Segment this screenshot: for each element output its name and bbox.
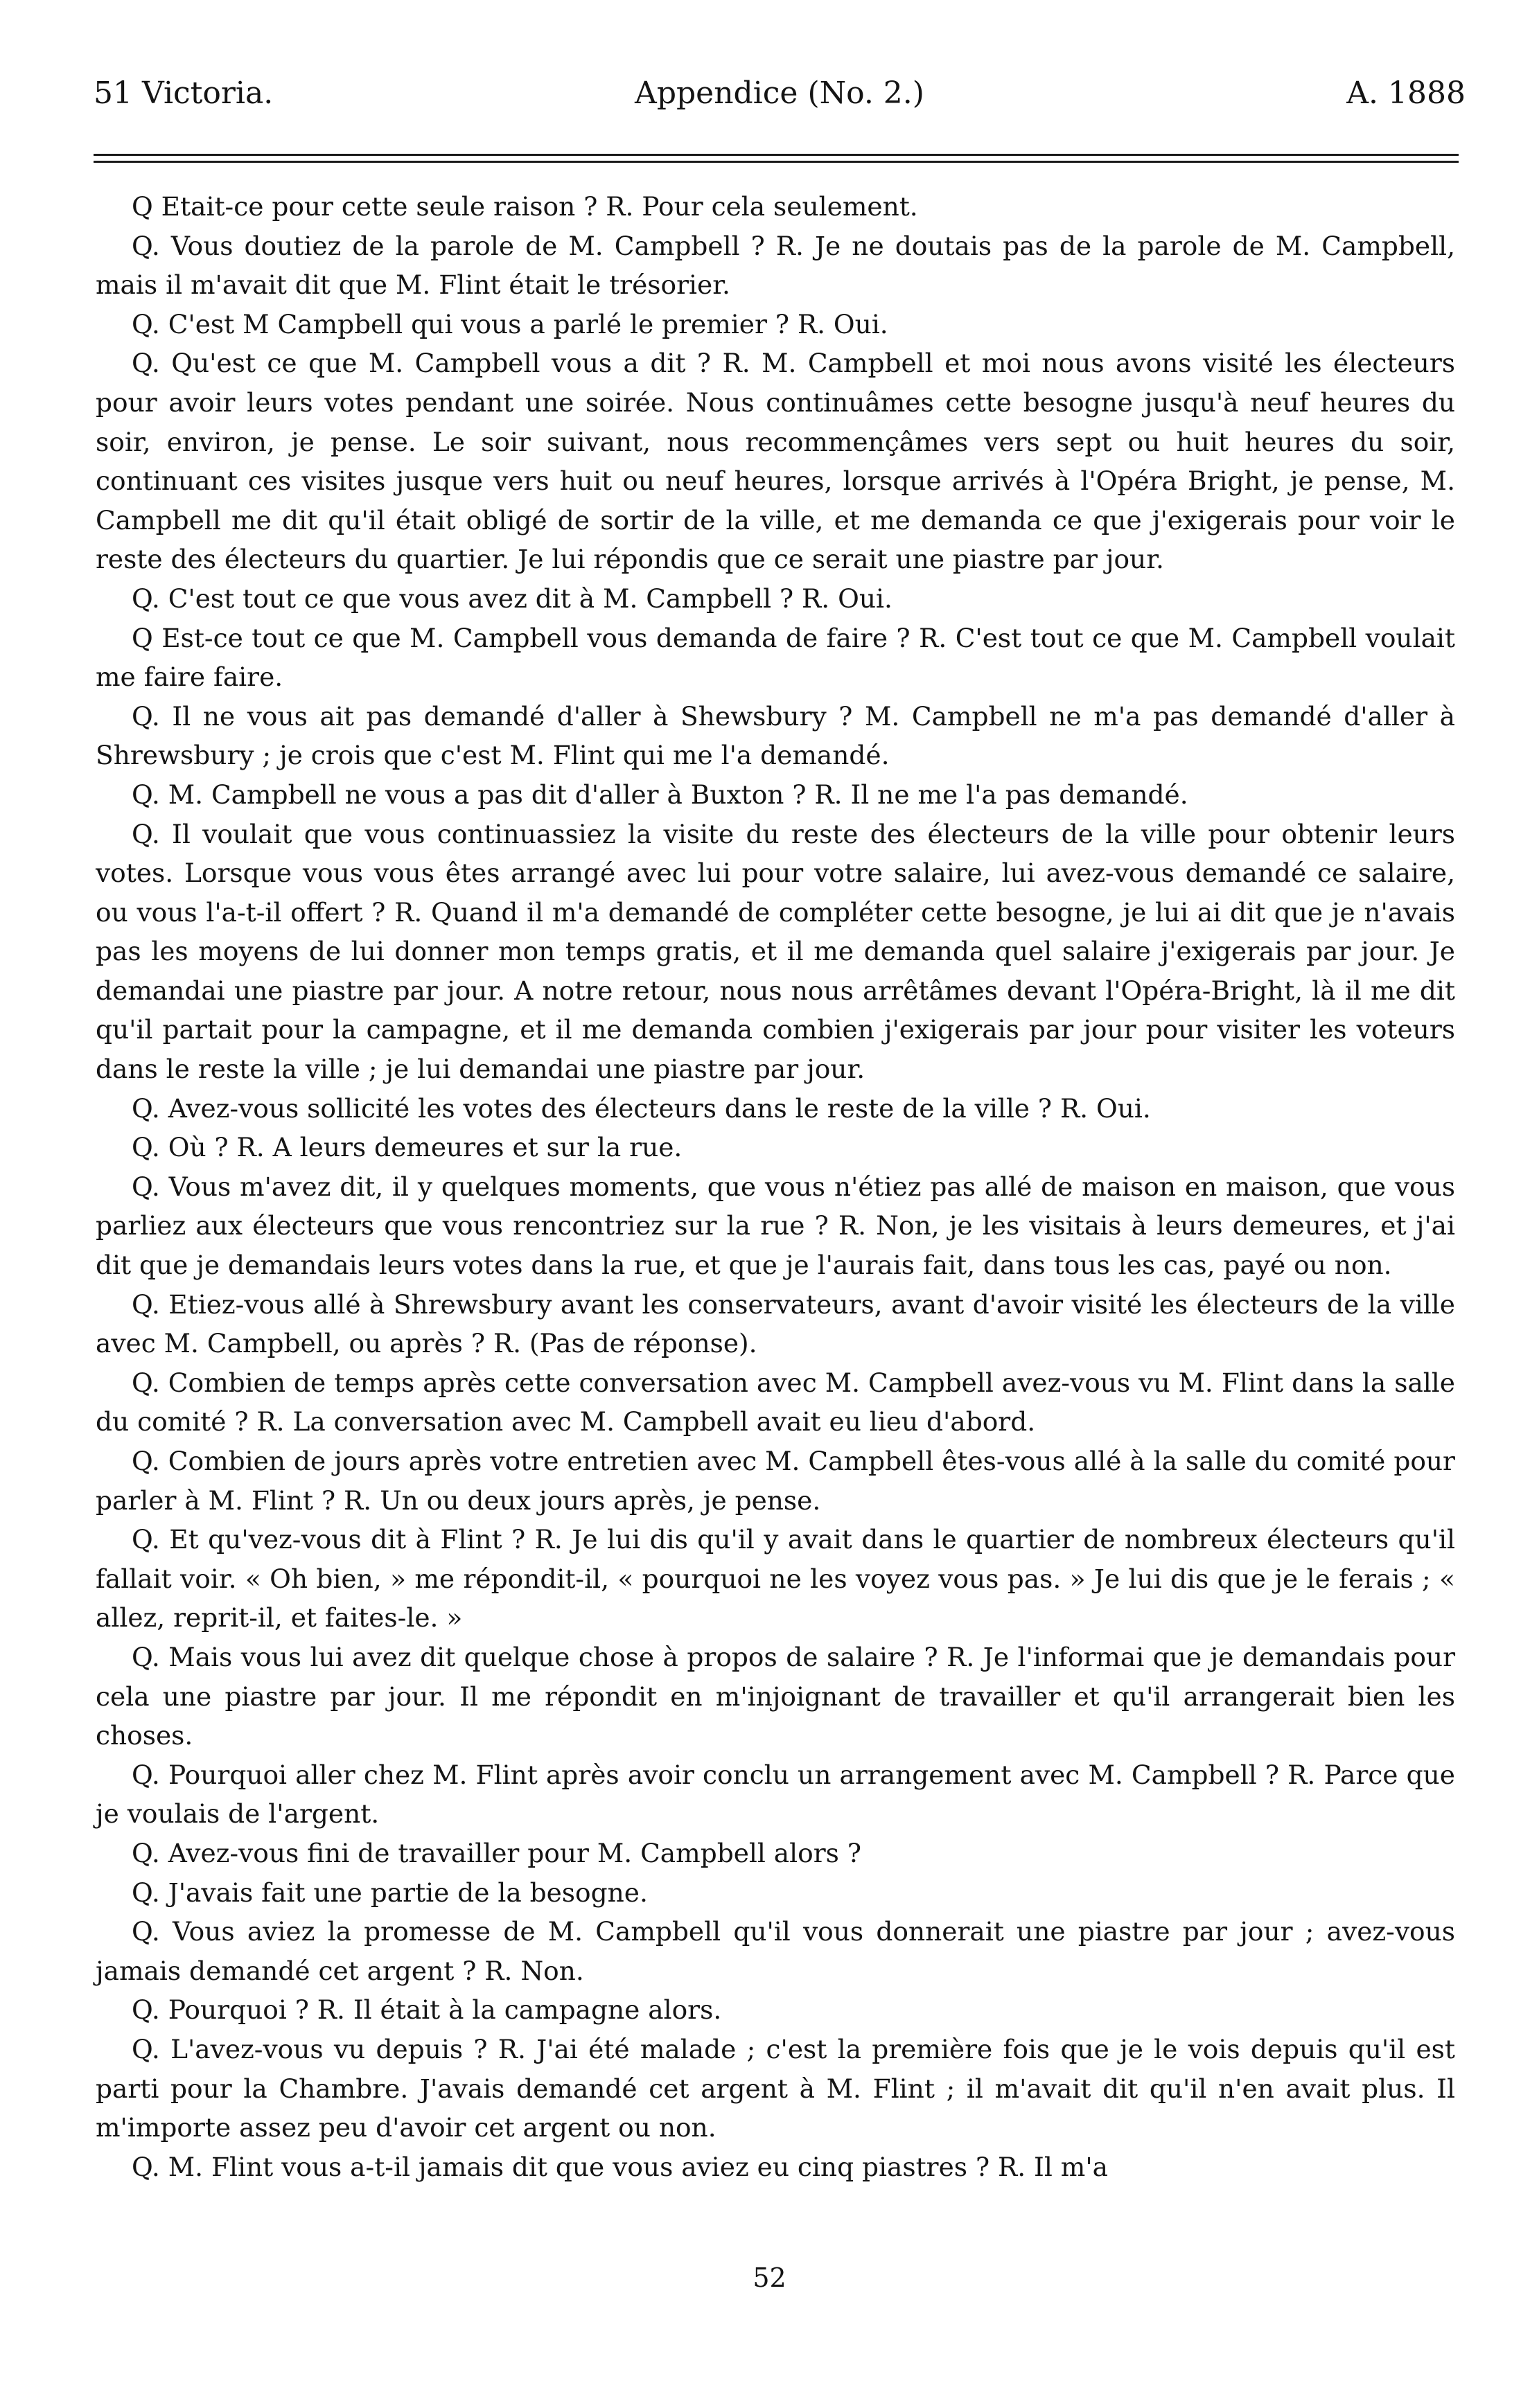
testimony-paragraph: Q. Combien de temps après cette conversation avec M. Campbell avez-vous vu M. Flint dans la salle du comité ? R. La conversation avec M. Campbell avait eu lieu d'abord. [96, 1367, 1455, 1437]
testimony-paragraph: Q. Combien de jours après votre entretien avec M. Campbell êtes-vous allé à la salle du comité pour parler à M. Flint ? R. Un ou deux jours après, je pense. [96, 1446, 1455, 1516]
testimony-paragraph: Q. J'avais fait une partie de la besogne. [132, 1877, 648, 1908]
testimony-paragraph: Q. Vous m'avez dit, il y quelques moments, que vous n'étiez pas allé de maison en maison, que vous parliez aux électeurs que vous rencontriez sur la rue ? R. Non, je les visitais à leurs demeures, et j'ai dit que je demandais leurs votes dans la rue, et que je l'aurais fait, dans tous les cas, payé ou non. [96, 1171, 1455, 1281]
page-number: 52 [753, 2263, 786, 2293]
testimony-paragraph: Q. Mais vous lui avez dit quelque chose à propos de salaire ? R. Je l'informai que je demandais pour cela une piastre par jour. Il me répondit en m'injoignant de travailler et qu'il arrangerait bien les choses. [96, 1641, 1455, 1751]
testimony-paragraph: Q. Pourquoi aller chez M. Flint après avoir conclu un arrangement avec M. Campbell ? R. Parce que je voulais de l'argent. [96, 1759, 1455, 1830]
testimony-paragraph: Q. Il ne vous ait pas demandé d'aller à Shewsbury ? M. Campbell ne m'a pas demandé d'aller à Shrewsbury ; je crois que c'est M. Flint qui me l'a demandé. [96, 700, 1455, 771]
header-year: A. 1888 [1346, 76, 1466, 111]
header-session: 51 Victoria. [94, 76, 274, 111]
testimony-paragraph: Q. Pourquoi ? R. Il était à la campagne alors. [132, 1994, 722, 2026]
header-title: Appendice (No. 2.) [635, 76, 924, 111]
testimony-paragraph: Q. Et qu'vez-vous dit à Flint ? R. Je lui dis qu'il y avait dans le quartier de nombreux électeurs qu'il fallait voir. « Oh bien, » me répondit-il, « pourquoi ne les voyez vous pas. » Je lui dis que je le ferais ; « allez, reprit-il, et faites-le. » [96, 1524, 1455, 1634]
testimony-paragraph: Q. Avez-vous sollicité les votes des électeurs dans le reste de la ville ? R. Oui. [132, 1092, 1151, 1124]
testimony-paragraph: Q. Vous doutiez de la parole de M. Campbell ? R. Je ne doutais pas de la parole de M. Campbell, mais il m'avait dit que M. Flint était le trésorier. [96, 230, 1455, 301]
testimony-paragraph: Q. M. Flint vous a-t-il jamais dit que vous aviez eu cinq piastres ? R. Il m'a [132, 2151, 1108, 2182]
testimony-paragraph: Q. C'est M Campbell qui vous a parlé le premier ? R. Oui. [132, 308, 888, 339]
testimony-paragraph: Q. Qu'est ce que M. Campbell vous a dit ? R. M. Campbell et moi nous avons visité les électeurs pour avoir leurs votes pendant une soirée. Nous continuâmes cette besogne jusqu'à neuf heures du soir, environ, je pense. Le soir suivant, nous recommençâmes vers sept ou huit heures du soir, continuant ces visites jusque vers huit ou neuf heures, lorsque arrivés à l'Opéra Bright, je pense, M. Campbell me dit qu'il était obligé de sortir de la ville, et me demanda ce que j'exigerais pour voir le reste des électeurs du quartier. Je lui répondis que ce serait une piastre par jour. [96, 348, 1455, 575]
testimony-body [96, 187, 1455, 2186]
header-rule-top [94, 154, 1459, 156]
testimony-paragraph: Q. M. Campbell ne vous a pas dit d'aller à Buxton ? R. Il ne me l'a pas demandé. [132, 779, 1188, 810]
testimony-paragraph: Q. Avez-vous fini de travailler pour M. Campbell alors ? [132, 1837, 861, 1868]
testimony-paragraph: Q. Il voulait que vous continuassiez la visite du reste des électeurs de la ville pour obtenir leurs votes. Lorsque vous vous êtes arrangé avec lui pour votre salaire, lui avez-vous demandé ce salaire, ou vous l'a-t-il offert ? R. Quand il m'a demandé de compléter cette besogne, je lui ai dit que je n'avais pas les moyens de lui donner mon temps gratis, et il me demanda quel salaire j'exigerais par jour. Je demandai une piastre par jour. A notre retour, nous nous arrêtâmes devant l'Opéra-Bright, là il me dit qu'il partait pour la campagne, et il me demanda combien j'exigerais par jour pour visiter les voteurs dans le reste la ville ; je lui demandai une piastre par jour. [96, 818, 1455, 1085]
testimony-paragraph: Q. Vous aviez la promesse de M. Campbell qu'il vous donnerait une piastre par jour ; avez-vous jamais demandé cet argent ? R. Non. [96, 1916, 1455, 1986]
running-header [94, 69, 1466, 118]
testimony-paragraph: Q. C'est tout ce que vous avez dit à M. Campbell ? R. Oui. [132, 583, 892, 614]
testimony-paragraph: Q. L'avez-vous vu depuis ? R. J'ai été malade ; c'est la première fois que je le vois depuis qu'il est parti pour la Chambre. J'avais demandé cet argent à M. Flint ; il m'avait dit qu'il n'en avait plus. Il m'importe assez peu d'avoir cet argent ou non. [96, 2033, 1455, 2143]
testimony-paragraph: Q Etait-ce pour cette seule raison ? R. Pour cela seulement. [132, 191, 918, 222]
testimony-paragraph: Q. Etiez-vous allé à Shrewsbury avant les conservateurs, avant d'avoir visité les électeurs de la ville avec M. Campbell, ou après ? R. (Pas de réponse). [96, 1289, 1455, 1359]
header-rule-bottom [94, 161, 1459, 163]
testimony-paragraph: Q. Où ? R. A leurs demeures et sur la rue. [132, 1132, 683, 1163]
testimony-paragraph: Q Est-ce tout ce que M. Campbell vous demanda de faire ? R. C'est tout ce que M. Campbell voulait me faire faire. [96, 622, 1455, 693]
